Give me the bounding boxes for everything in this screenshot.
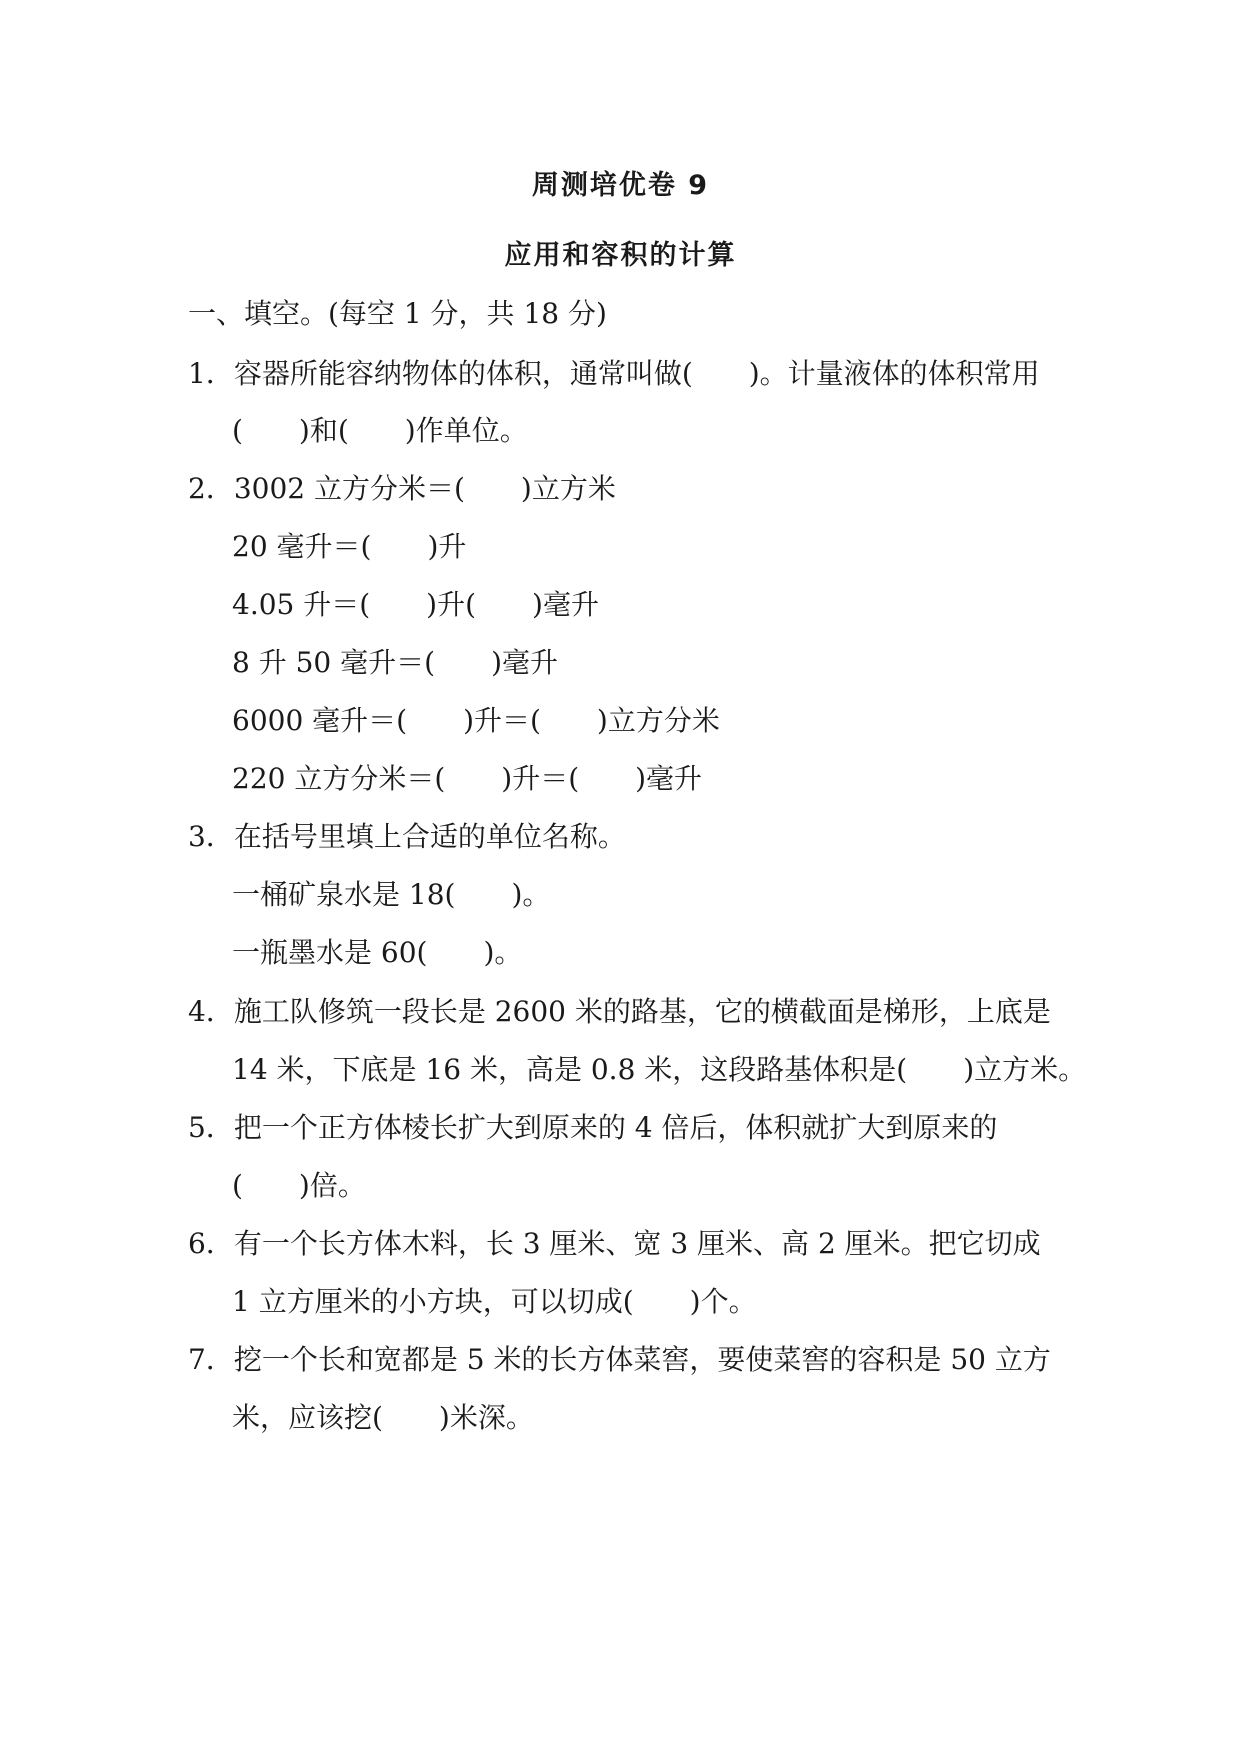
question-4-line-1: 4．施工队修筑一段长是 2600 米的路基，它的横截面是梯形，上底是 — [188, 995, 1051, 1028]
question-6-line-1: 6．有一个长方体木料，长 3 厘米、宽 3 厘米、高 2 厘米。把它切成 — [188, 1227, 1041, 1260]
question-2-line-3: 4.05 升＝( )升( )毫升 — [232, 588, 599, 621]
question-2-line-2: 20 毫升＝( )升 — [232, 530, 467, 563]
page-subtitle: 应用和容积的计算 — [504, 240, 737, 271]
question-1-line-1: 1．容器所能容纳物体的体积，通常叫做( )。计量液体的体积常用 — [188, 357, 1040, 390]
question-5-line-1: 5．把一个正方体棱长扩大到原来的 4 倍后，体积就扩大到原来的 — [188, 1111, 998, 1144]
question-2-line-6: 220 立方分米＝( )升＝( )毫升 — [232, 762, 703, 795]
question-2-line-5: 6000 毫升＝( )升＝( )立方分米 — [232, 704, 720, 737]
question-2-line-1: 2．3002 立方分米＝( )立方米 — [188, 472, 616, 505]
question-1-line-2: ( )和( )作单位。 — [232, 414, 528, 447]
question-3-line-2: 一桶矿泉水是 18( )。 — [232, 878, 551, 911]
question-4-line-2: 14 米，下底是 16 米，高是 0.8 米，这段路基体积是( )立方米。 — [232, 1053, 1087, 1086]
page-title: 周测培优卷 9 — [531, 170, 710, 201]
question-7-line-2: 米，应该挖( )米深。 — [232, 1401, 534, 1434]
question-5-line-2: ( )倍。 — [232, 1169, 366, 1202]
question-3-line-1: 3．在括号里填上合适的单位名称。 — [188, 820, 626, 853]
question-2-line-4: 8 升 50 毫升＝( )毫升 — [232, 646, 558, 679]
section-heading: 一、填空。(每空 1 分，共 18 分) — [188, 297, 607, 330]
question-6-line-2: 1 立方厘米的小方块，可以切成( )个。 — [232, 1285, 757, 1318]
question-3-line-3: 一瓶墨水是 60( )。 — [232, 936, 523, 969]
question-7-line-1: 7．挖一个长和宽都是 5 米的长方体菜窖，要使菜窖的容积是 50 立方 — [188, 1343, 1051, 1376]
